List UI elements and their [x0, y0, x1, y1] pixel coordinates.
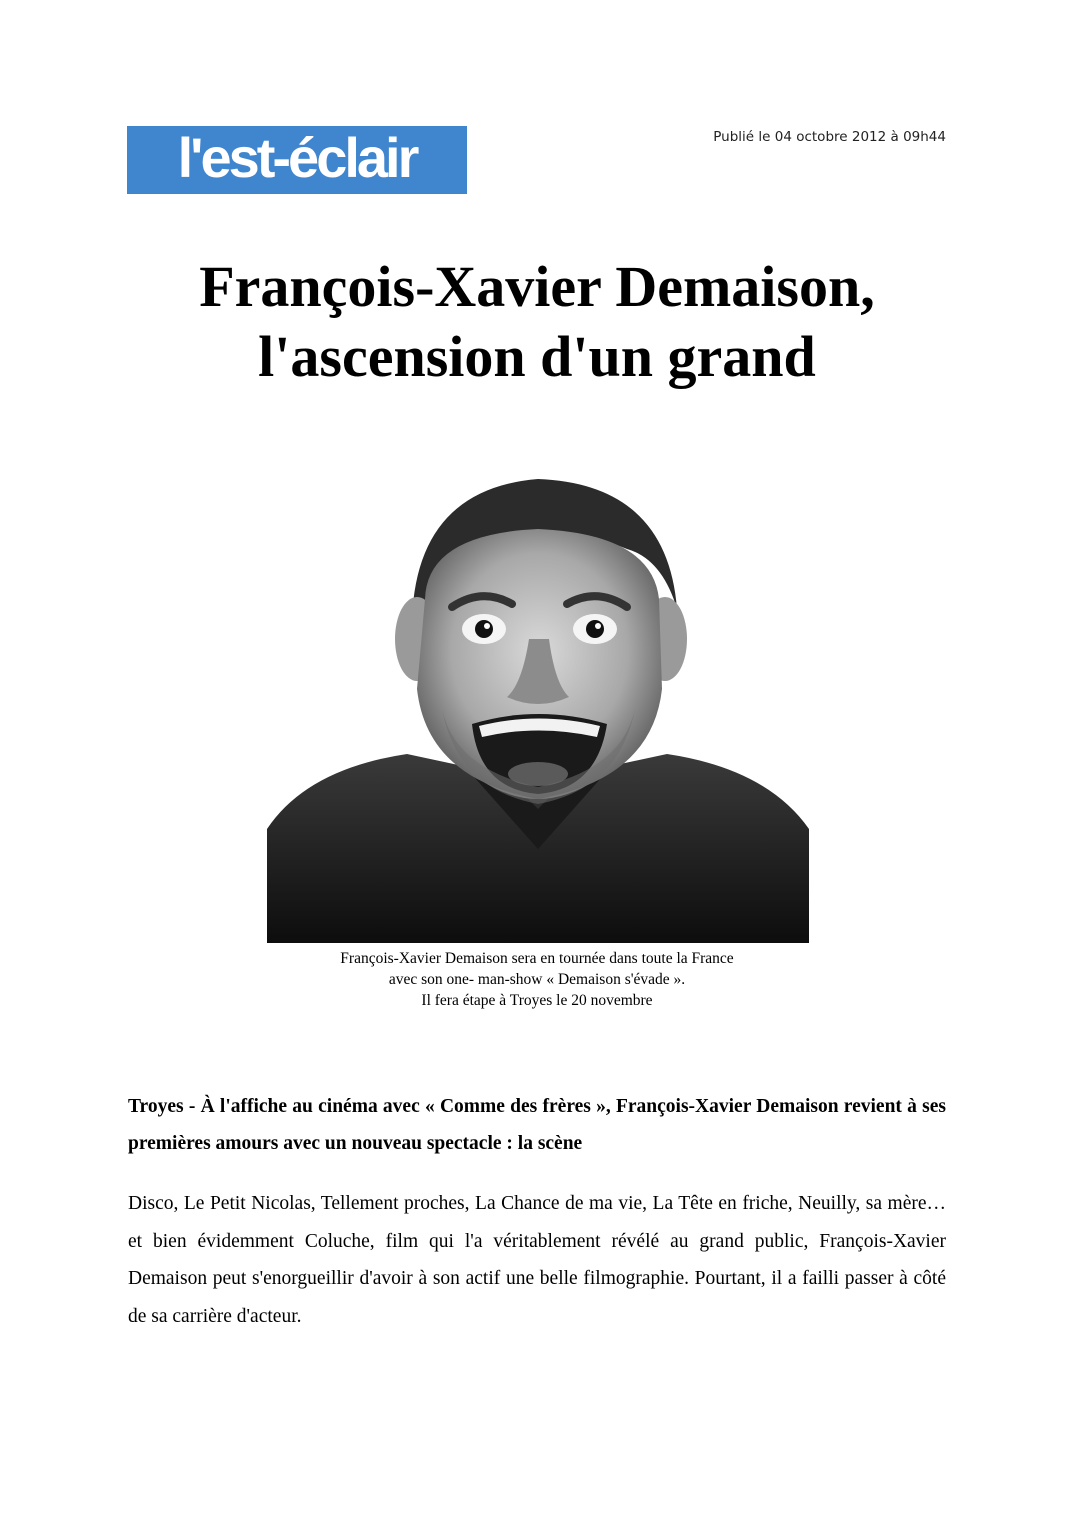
article-lead: Troyes - À l'affiche au cinéma avec « Comme des frères », François-Xavier Demaison revient à ses premières amours avec un nouveau spectacle : la scène	[128, 1096, 946, 1154]
caption-line-2: avec son one- man-show « Demaison s'évade ».	[388, 971, 686, 988]
article-photo	[267, 469, 809, 943]
newspaper-logo	[127, 126, 467, 194]
article-body: Disco, Le Petit Nicolas, Tellement proches, La Chance de ma vie, La Tête en friche, Neuilly, sa mère… et bien évidemment Coluche, film qui l'a véritablement révélé au grand public, François-Xavier Demaison peut s'enorgueillir d'avoir à son actif une belle filmographie. Pourtant, il a failli passer à côté de sa carrière d'acteur.	[128, 1193, 946, 1327]
publication-date: Publié le 04 octobre 2012 à 09h44	[713, 129, 946, 145]
headline	[60, 252, 1014, 392]
headline-line-2: l'ascension d'un grand	[258, 324, 816, 389]
caption-line-1: François-Xavier Demaison sera en tournée dans toute la France	[340, 950, 734, 967]
photo-caption	[200, 948, 874, 1011]
headline-line-1: François-Xavier Demaison,	[199, 254, 875, 319]
logo-text: l'est-éclair	[177, 126, 417, 189]
caption-line-3: Il fera étape à Troyes le 20 novembre	[421, 992, 653, 1009]
portrait-illustration	[267, 469, 809, 943]
